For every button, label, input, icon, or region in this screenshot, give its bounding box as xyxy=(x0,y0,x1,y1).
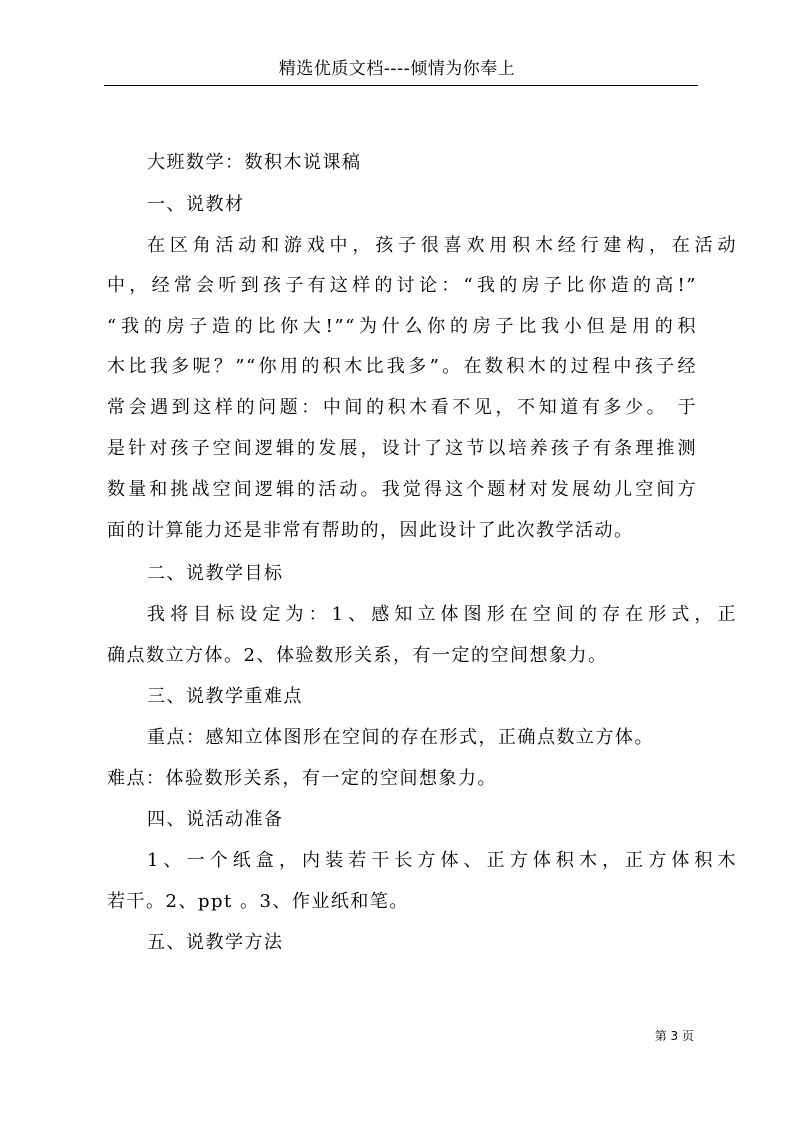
paragraph-line: 重点：感知立体图形在空间的存在形式，正确点数立方体。 xyxy=(147,727,654,748)
paragraph-line: 难点：体验数形关系，有一定的空间想象力。 xyxy=(107,768,497,789)
paragraph-line: 常会遇到这样的问题：中间的积木看不见，不知道有多少。 于 xyxy=(107,397,697,418)
paragraph-line: 面的计算能力还是非常有帮助的，因此设计了此次教学活动。 xyxy=(107,520,634,541)
section-heading: 二、说教学目标 xyxy=(147,563,284,584)
paragraph-line: 1、一个纸盒，内装若干长方体、正方体积木，正方体积木 xyxy=(147,850,737,871)
paragraph-line: 木比我多呢？”“你用的积木比我多”。在数积木的过程中孩子经 xyxy=(107,356,697,377)
paragraph-line: 若干。2、ppt 。3、作业纸和笔。 xyxy=(107,891,409,912)
paragraph-line: 我将目标设定为：1、感知立体图形在空间的存在形式，正 xyxy=(147,604,737,625)
paragraph-line: 是针对孩子空间逻辑的发展，设计了这节以培养孩子有条理推测 xyxy=(107,438,697,459)
paragraph-line: 确点数立方体。2、体验数形关系，有一定的空间想象力。 xyxy=(107,645,608,666)
section-heading: 五、说教学方法 xyxy=(147,932,284,953)
document-title: 大班数学：数积木说课稿 xyxy=(147,152,362,173)
header-divider xyxy=(104,85,698,86)
section-heading: 一、说教材 xyxy=(147,194,245,215)
paragraph-line: 中，经常会听到孩子有这样的讨论：“我的房子比你造的高!” xyxy=(107,275,697,296)
paragraph-line: “我的房子造的比你大!”“为什么你的房子比我小但是用的积 xyxy=(107,316,697,337)
section-heading: 四、说活动准备 xyxy=(147,809,284,830)
paragraph-line: 数量和挑战空间逻辑的活动。我觉得这个题材对发展幼儿空间方 xyxy=(107,479,697,500)
paragraph-line: 在区角活动和游戏中，孩子很喜欢用积木经行建构，在活动 xyxy=(147,235,737,256)
section-heading: 三、说教学重难点 xyxy=(147,686,303,707)
page-header-title: 精选优质文档----倾情为你奉上 xyxy=(278,59,516,79)
page-number: 第 3 页 xyxy=(654,1029,694,1043)
